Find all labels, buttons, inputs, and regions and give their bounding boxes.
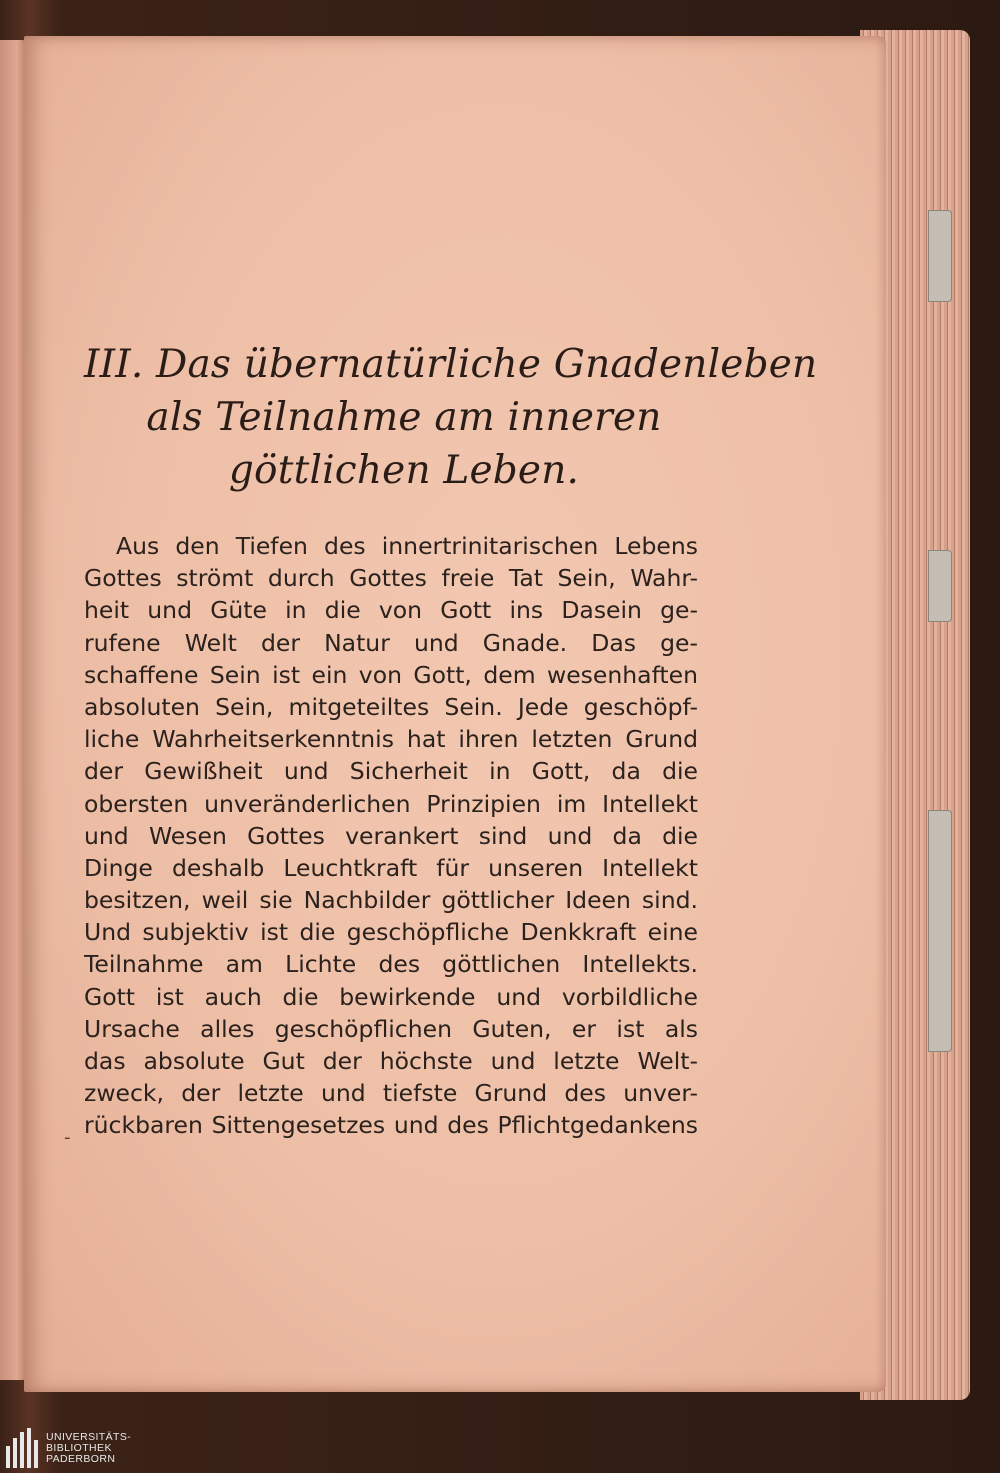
text-line: und Wesen Gottes verankert sind und da die xyxy=(84,821,698,850)
text-line: obersten unveränderlichen Prinzipien im Intellekt xyxy=(84,789,698,818)
text-line: der Gewißheit und Sicherheit in Gott, da die xyxy=(84,757,698,786)
text-line: rückbaren Sittengesetzes und des Pflichtgedankens xyxy=(84,1111,698,1140)
text-line: zweck, der letzte und tiefste Grund des unver- xyxy=(84,1079,698,1108)
text-line: das absolute Gut der höchste und letzte Welt- xyxy=(84,1047,698,1075)
chapter-heading xyxy=(84,338,818,497)
text-line: absoluten Sein, mitgeteiltes Sein. Jede geschöpf- xyxy=(84,692,698,721)
text-line: Gott ist auch die bewirkende und vorbildliche xyxy=(84,982,698,1011)
text-line: liche Wahrheitserkenntnis hat ihren letzten Grund xyxy=(84,725,698,754)
text-line: schaffene Sein ist ein von Gott, dem wesenhaften xyxy=(84,660,698,689)
margin-mark: - xyxy=(64,1127,71,1148)
text-line: Aus den Tiefen des innertrinitarischen Lebens xyxy=(116,532,698,560)
text-line: heit und Güte in die von Gott ins Dasein ge- xyxy=(84,596,698,625)
library-logo-text xyxy=(46,1432,131,1465)
text-line: besitzen, weil sie Nachbilder göttlicher Ideen sind. xyxy=(84,886,698,915)
page-tab xyxy=(928,550,952,622)
page-tab xyxy=(928,210,952,302)
text-line: Und subjektiv ist die geschöpfliche Denkkraft eine xyxy=(84,918,698,947)
logo-line: PADERBORN xyxy=(46,1452,116,1465)
library-logo-icon xyxy=(6,1428,38,1468)
text-line: Ursache alles geschöpflichen Guten, er ist als xyxy=(84,1014,698,1043)
page-tab xyxy=(928,810,952,1052)
heading-line: göttlichen Leben. xyxy=(228,448,580,493)
text-line: Gottes strömt durch Gottes freie Tat Sein, Wahr- xyxy=(84,564,698,593)
heading-line: als Teilnahme am inneren xyxy=(146,395,662,440)
text-line: rufene Welt der Natur und Gnade. Das ge- xyxy=(84,628,698,657)
heading-line: III. Das übernatürliche Gnadenleben xyxy=(84,342,818,387)
body-paragraph xyxy=(84,530,698,1142)
logo-line: UNIVERSITÄTS- xyxy=(46,1430,132,1443)
library-logo xyxy=(0,1423,160,1473)
text-line: Dinge deshalb Leuchtkraft für unseren Intellekt xyxy=(84,853,698,882)
text-line: Teilnahme am Lichte des göttlichen Intellekts. xyxy=(84,950,698,979)
logo-line: BIBLIOTHEK xyxy=(46,1441,112,1454)
